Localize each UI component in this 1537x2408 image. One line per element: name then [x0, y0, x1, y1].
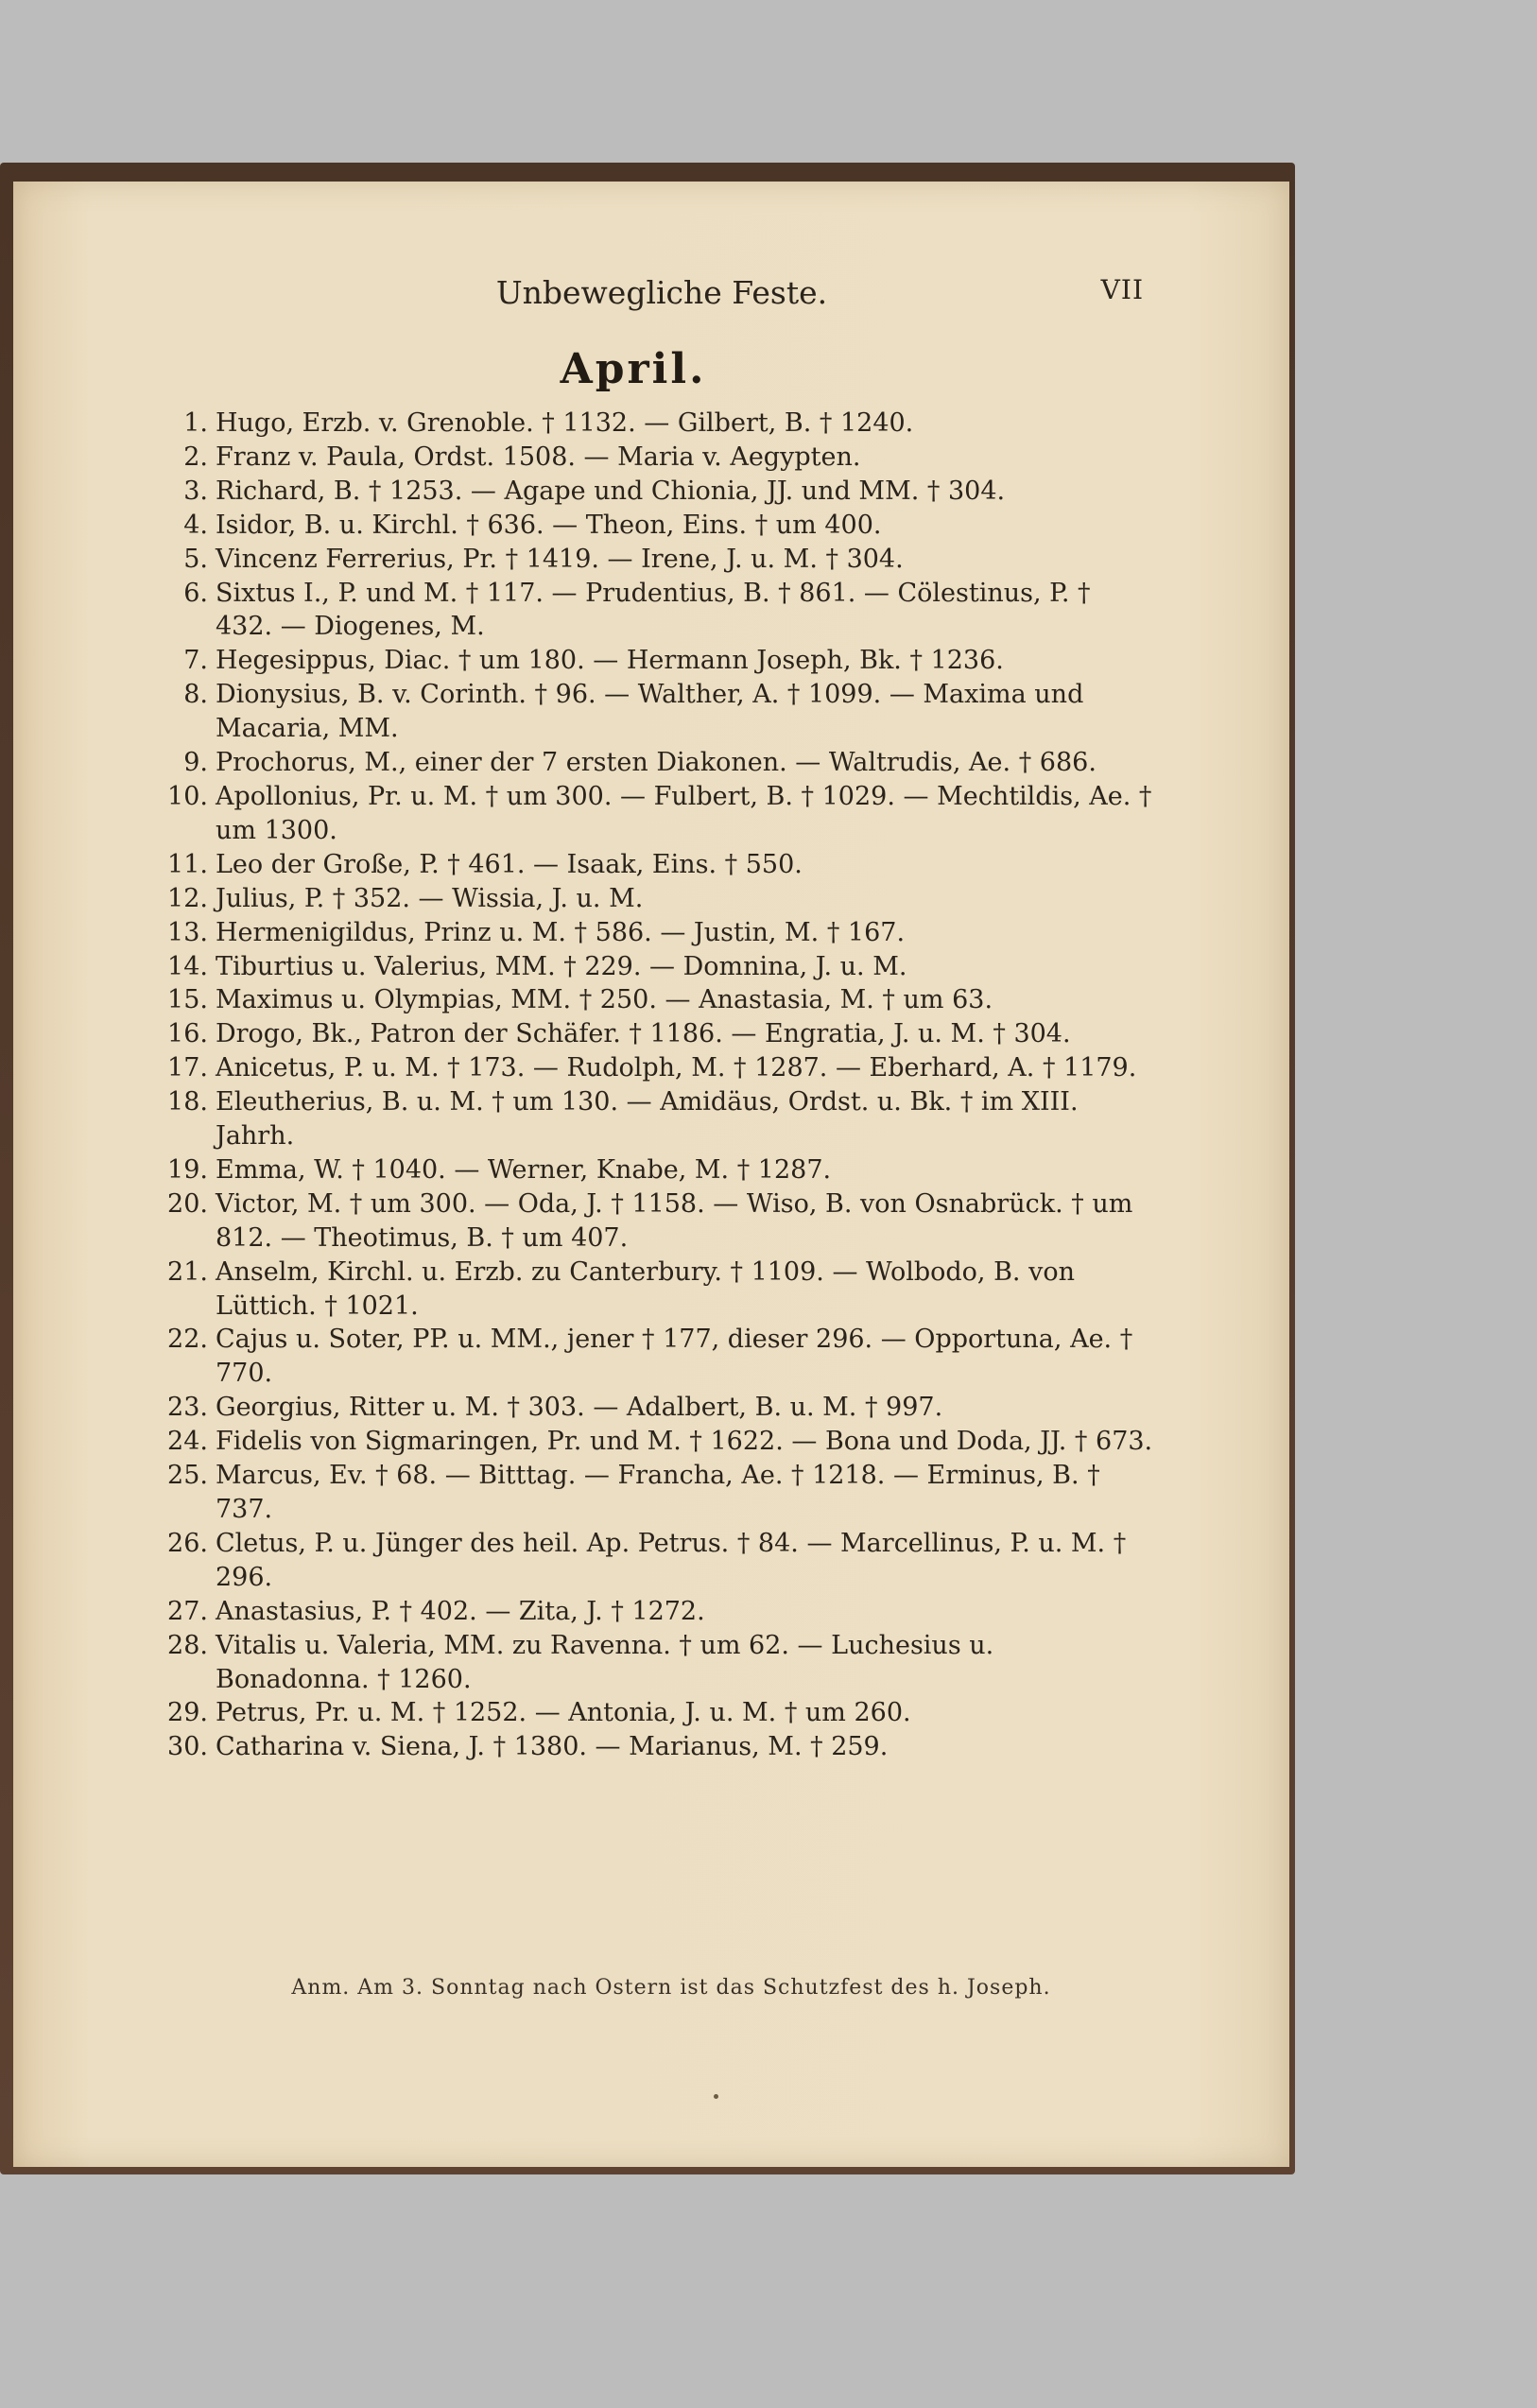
feast-text: Isidor, B. u. Kirchl. † 636. — Theon, Eins. † um 400. [216, 510, 882, 540]
day-number: 22. [167, 1325, 208, 1355]
day-number: 27. [167, 1596, 208, 1626]
list-item [167, 1187, 1153, 1256]
day-number: 30. [167, 1732, 208, 1762]
feast-text: Vincenz Ferrerius, Pr. † 1419. — Irene, J. u. M. † 304. [216, 544, 904, 574]
feast-list [167, 407, 1153, 1764]
day-number: 17. [167, 1053, 208, 1083]
feast-text: Sixtus I., P. und M. † 117. — Prudentius, B. † 861. — Cölestinus, P. † 432. — Diogenes, M. [216, 578, 1091, 642]
day-number: 2. [183, 442, 208, 472]
day-number: 15. [167, 985, 208, 1015]
list-item [170, 644, 1153, 678]
feast-text: Emma, W. † 1040. — Werner, Knabe, M. † 1287. [216, 1154, 832, 1185]
feast-text: Catharina v. Siena, J. † 1380. — Marianus, M. † 259. [216, 1732, 889, 1762]
day-number: 18. [167, 1087, 208, 1117]
day-number: 4. [183, 510, 208, 540]
list-item [167, 1391, 1153, 1425]
day-number: 28. [167, 1630, 208, 1660]
day-number: 7. [183, 646, 208, 676]
day-number: 16. [167, 1019, 208, 1049]
feast-text: Tiburtius u. Valerius, MM. † 229. — Domnina, J. u. M. [216, 951, 907, 981]
list-item [167, 780, 1153, 848]
day-number: 21. [167, 1256, 208, 1287]
feast-text: Anastasius, P. † 402. — Zita, J. † 1272. [216, 1596, 705, 1626]
day-number: 19. [167, 1154, 208, 1185]
feast-text: Petrus, Pr. u. M. † 1252. — Antonia, J. u. M. † um 260. [216, 1698, 911, 1728]
list-item [170, 678, 1153, 746]
list-item [170, 746, 1153, 780]
list-item [167, 1085, 1153, 1153]
month-heading: April. [560, 345, 707, 393]
feast-text: Franz v. Paula, Ordst. 1508. — Maria v. Aegypten. [216, 442, 861, 472]
list-item [167, 1696, 1153, 1730]
list-item [167, 1017, 1153, 1051]
day-number: 12. [167, 883, 208, 913]
feast-text: Prochorus, M., einer der 7 ersten Diakonen. — Waltrudis, Ae. † 686. [216, 748, 1097, 778]
feast-text: Richard, B. † 1253. — Agape und Chionia, JJ. und MM. † 304. [216, 476, 1006, 506]
running-head [0, 274, 1537, 312]
list-item [167, 848, 1153, 882]
feast-text: Hugo, Erzb. v. Grenoble. † 1132. — Gilbert, B. † 1240. [216, 408, 914, 438]
feast-text: Cletus, P. u. Jünger des heil. Ap. Petrus. † 84. — Marcellinus, P. u. M. † 296. [216, 1528, 1127, 1592]
day-number: 23. [167, 1393, 208, 1423]
feast-text: Hermenigildus, Prinz u. M. † 586. — Justin, M. † 167. [216, 917, 906, 947]
ink-spot [714, 2094, 718, 2099]
list-item [170, 475, 1153, 509]
feast-text: Anselm, Kirchl. u. Erzb. zu Canterbury. † 1109. — Wolbodo, B. von Lüttich. † 1021. [216, 1256, 1075, 1321]
day-number: 6. [183, 578, 208, 608]
day-number: 13. [167, 917, 208, 947]
day-number: 14. [167, 951, 208, 981]
list-item [170, 577, 1153, 645]
day-number: 3. [183, 476, 208, 506]
feast-text: Vitalis u. Valeria, MM. zu Ravenna. † um 62. — Luchesius u. Bonadonna. † 1260. [216, 1630, 994, 1694]
feast-text: Drogo, Bk., Patron der Schäfer. † 1186. — Engratia, J. u. M. † 304. [216, 1019, 1071, 1049]
footnote: Anm. Am 3. Sonntag nach Ostern ist das Schutzfest des h. Joseph. [291, 1976, 1051, 2000]
day-number: 25. [167, 1461, 208, 1491]
list-item [167, 1153, 1153, 1187]
list-item [167, 950, 1153, 984]
list-item [167, 983, 1153, 1017]
list-item [167, 1527, 1153, 1595]
feast-text: Eleutherius, B. u. M. † um 130. — Amidäus, Ordst. u. Bk. † im XIII. Jahrh. [216, 1087, 1079, 1152]
feast-text: Cajus u. Soter, PP. u. MM., jener † 177, dieser 296. — Opportuna, Ae. † 770. [216, 1325, 1133, 1389]
list-item [170, 509, 1153, 543]
list-item [167, 1051, 1153, 1085]
feast-text: Marcus, Ev. † 68. — Bitttag. — Francha, Ae. † 1218. — Erminus, B. † 737. [216, 1461, 1100, 1524]
list-item [167, 1425, 1153, 1459]
feast-text: Apollonius, Pr. u. M. † um 300. — Fulbert, B. † 1029. — Mechtildis, Ae. † um 1300. [216, 781, 1152, 845]
list-item [167, 1323, 1153, 1391]
day-number: 20. [167, 1188, 208, 1219]
feast-text: Hegesippus, Diac. † um 180. — Hermann Joseph, Bk. † 1236. [216, 646, 1004, 676]
feast-text: Dionysius, B. v. Corinth. † 96. — Walther, A. † 1099. — Maxima und Macaria, MM. [216, 680, 1084, 744]
feast-text: Julius, P. † 352. — Wissia, J. u. M. [216, 883, 644, 913]
list-item [167, 1730, 1153, 1764]
day-number: 1. [183, 408, 208, 438]
day-number: 24. [167, 1427, 208, 1457]
day-number: 5. [183, 544, 208, 574]
list-item [167, 882, 1153, 916]
list-item [167, 916, 1153, 950]
list-item [170, 543, 1153, 577]
feast-text: Anicetus, P. u. M. † 173. — Rudolph, M. † 1287. — Eberhard, A. † 1179. [216, 1053, 1137, 1083]
day-number: 9. [183, 748, 208, 778]
list-item [167, 1256, 1153, 1324]
day-number: 10. [167, 781, 208, 811]
feast-text: Leo der Große, P. † 461. — Isaak, Eins. † 550. [216, 849, 803, 879]
feast-text: Victor, M. † um 300. — Oda, J. † 1158. — Wiso, B. von Osnabrück. † um 812. — Theotimus, B. † um 407. [216, 1188, 1133, 1253]
list-item [167, 1629, 1153, 1697]
day-number: 8. [183, 680, 208, 710]
feast-text: Georgius, Ritter u. M. † 303. — Adalbert, B. u. M. † 997. [216, 1393, 943, 1423]
day-number: 11. [167, 849, 208, 879]
feast-text: Fidelis von Sigmaringen, Pr. und M. † 1622. — Bona und Doda, JJ. † 673. [216, 1427, 1153, 1457]
list-item [170, 441, 1153, 475]
list-item [170, 407, 1153, 441]
day-number: 29. [167, 1698, 208, 1728]
list-item [167, 1595, 1153, 1629]
day-number: 26. [167, 1528, 208, 1558]
feast-text: Maximus u. Olympias, MM. † 250. — Anastasia, M. † um 63. [216, 985, 993, 1015]
running-title: Unbewegliche Feste. [495, 274, 828, 311]
list-item [167, 1459, 1153, 1527]
page-number: VII [1100, 274, 1144, 305]
